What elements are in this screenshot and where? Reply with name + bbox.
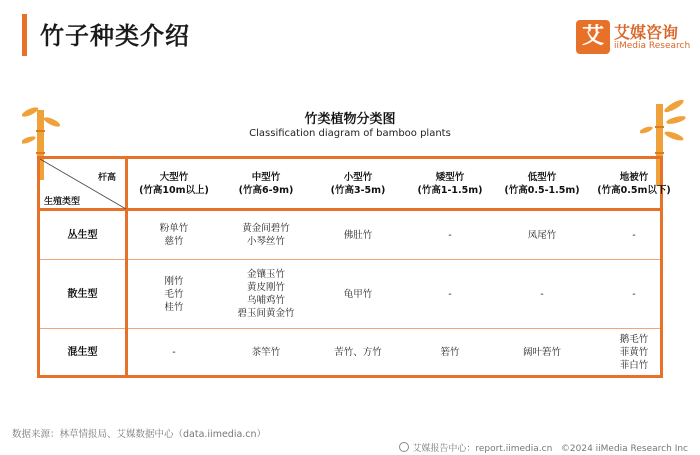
table-cell (220, 329, 312, 376)
bamboo-classification-table (37, 156, 671, 378)
bamboo-species: 龟甲竹 (343, 288, 373, 300)
column-height-range: (竹高3-5m) (330, 185, 386, 196)
table-cell (220, 211, 312, 259)
bamboo-species: 慈竹 (164, 236, 184, 247)
bamboo-species: 凤尾竹 (527, 229, 557, 241)
report-center-link[interactable]: 艾媒报告中心：report.iimedia.cn (412, 444, 553, 454)
bamboo-species: 鹅毛竹 (619, 334, 649, 345)
table-cell (496, 211, 588, 259)
table-cell (128, 329, 220, 376)
corner-column-axis: 杆高 (98, 173, 117, 183)
brand-logo (576, 20, 691, 56)
bamboo-species: 菲黄竹 (619, 347, 649, 358)
table-cell (220, 260, 312, 328)
bamboo-species: 桂竹 (164, 301, 184, 313)
table-cell (404, 211, 496, 259)
bamboo-species: 佛肚竹 (343, 229, 373, 241)
table-cell (128, 260, 220, 328)
row-header: 丛生型 (67, 229, 98, 241)
column-height-range: (竹高0.5-1.5m) (504, 185, 580, 196)
bamboo-species: - (632, 229, 636, 241)
table-cell (496, 260, 588, 328)
bamboo-species: 刚竹 (164, 275, 184, 287)
bamboo-species: 箬竹 (440, 347, 460, 358)
bamboo-species: 阔叶箬竹 (522, 347, 561, 358)
table-cell (312, 329, 404, 376)
row-header: 散生型 (67, 288, 98, 300)
table-cell (128, 211, 220, 259)
data-source: 数据来源：林草情报局、艾媒数据中心（data.iimedia.cn） (12, 429, 267, 440)
table-cell (588, 260, 680, 328)
bamboo-species: - (540, 288, 544, 300)
column-header (312, 161, 404, 207)
bamboo-species: 乌哺鸡竹 (246, 295, 285, 306)
column-name: 小型竹 (343, 172, 373, 183)
copyright: ©2024 iiMedia Research Inc (560, 444, 688, 454)
bamboo-species: 金镶玉竹 (246, 269, 285, 280)
report-center-icon (399, 442, 409, 452)
bamboo-species: 黄金间碧竹 (242, 223, 290, 234)
footer-credits (399, 441, 688, 454)
page-title: 竹子种类介绍 (40, 22, 190, 50)
bamboo-species: - (448, 229, 452, 241)
column-name: 地被竹 (619, 172, 649, 183)
column-height-range: (竹高1-1.5m) (417, 185, 483, 196)
chart-title: 竹类植物分类图 (304, 112, 396, 127)
column-name: 矮型竹 (435, 172, 465, 183)
table-cell (312, 260, 404, 328)
column-name: 大型竹 (159, 172, 189, 183)
bamboo-species: - (172, 347, 176, 358)
column-name: 中型竹 (251, 172, 281, 183)
title-accent-bar (22, 14, 27, 56)
bamboo-species: - (448, 288, 452, 300)
bamboo-species: 碧玉间黄金竹 (237, 308, 295, 319)
column-header (404, 161, 496, 207)
logo-mark: 艾 (576, 20, 610, 54)
bamboo-species: 小琴丝竹 (246, 236, 285, 247)
bamboo-species: 粉单竹 (159, 223, 189, 234)
table-cell (404, 329, 496, 376)
table-cell (496, 329, 588, 376)
column-header (220, 161, 312, 207)
table-cell (588, 329, 680, 376)
bamboo-species: 菲白竹 (619, 360, 649, 371)
logo-name-cn: 艾媒咨询 (614, 23, 679, 42)
column-name: 低型竹 (527, 172, 557, 183)
bamboo-species: 毛竹 (164, 288, 184, 300)
column-height-range: (竹高6-9m) (238, 185, 294, 196)
table-cell (404, 260, 496, 328)
chart-subtitle: Classification diagram of bamboo plants (249, 128, 451, 139)
corner-row-axis: 生殖类型 (44, 197, 81, 207)
column-height-range: (竹高0.5m以下) (597, 185, 671, 196)
bamboo-species: 茶竿竹 (251, 347, 281, 358)
bamboo-species: 黄皮刚竹 (246, 282, 285, 293)
bamboo-species: - (632, 288, 636, 300)
row-header: 混生型 (67, 347, 98, 358)
bamboo-species: 苦竹、方竹 (334, 347, 382, 358)
column-header (496, 161, 588, 207)
logo-name-en: iiMedia Research (614, 41, 691, 51)
column-header (588, 161, 680, 207)
table-cell (312, 211, 404, 259)
table-cell (588, 211, 680, 259)
column-height-range: (竹高10m以上) (139, 185, 209, 196)
column-header (128, 161, 220, 207)
